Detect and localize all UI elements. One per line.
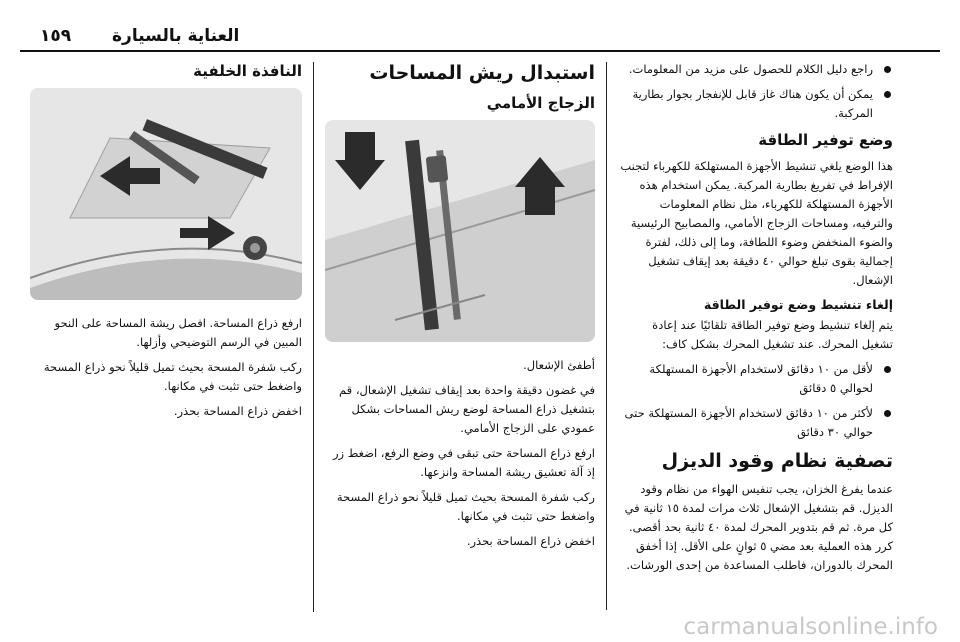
cancel-power-save-heading: إلغاء تنشيط وضع توفير الطاقة — [703, 297, 893, 312]
page-header — [0, 0, 960, 52]
power-save-paragraph: هذا الوضع يلغي تنشيط الأجهزة المستهلكة للكهرباء لتجنب الإفراط في تفريغ بطارية المركبة. يمكن استخدام هذه الأجهزة المستهلكة للكهرباء، مثل نظام المعلومات والترفيه، ومساحات الزجاج الأمامي، والمصابيح الرئيسية والضوء المنخفض وضوء اللطافة، وما إلى ذلك، لفترة إجمالية بقوى تبلغ حوالي ٤٠ دقيقة بعد إيقاف تشغيل الإشعال. — [620, 159, 893, 287]
top-bullet-list — [618, 60, 893, 123]
wiper-replacement-heading: استبدال ريش المساحات — [369, 62, 595, 84]
list-item: لأقل من ١٠ دقائق لاستخدام الأجهزة المستهلكة لحوالي ٥ دقائق — [618, 360, 893, 398]
bullet-icon — [884, 66, 891, 73]
step-1: أطفئ الإشعال. — [523, 358, 595, 372]
cancel-bullet-list — [618, 360, 893, 442]
rear-wiper-svg — [30, 88, 302, 300]
bullet-icon — [884, 410, 891, 417]
diesel-paragraph: عندما يفرغ الخزان، يجب تنفيس الهواء من نظام وقود الديزل. قم بتشغيل الإشعال ثلاث مرات لمدة ١٥ ثانية في كل مرة. ثم قم بتدوير المحرك لمدة ٤٠ ثانية بحد أقصى. كرر هذه العملية بعد مضي ٥ ثوانٍ على الأقل. إذا أخفق المحرك بالدوران، فاطلب المساعدة من إحدى الورشات. — [624, 482, 893, 572]
column-divider-left — [313, 62, 314, 612]
rear-step-2: ركب شفرة المسحة بحيث تميل قليلاً نحو ذراع المسحة واضغط حتى تثبت في مكانها. — [43, 360, 302, 393]
windscreen-wiper-illustration — [325, 120, 595, 342]
section-title: العناية بالسيارة — [112, 26, 240, 46]
step-4: ركب شفرة المسحة بحيث تميل قليلاً نحو ذراع المسحة واضغط حتى تثبت في مكانها. — [336, 490, 595, 523]
rear-step-3: اخفض ذراع المساحة بحذر. — [173, 404, 302, 418]
cancel-power-save-paragraph: يتم إلغاء تنشيط وضع توفير الطاقة تلقائيًا عند إعادة تشغيل المحرك. عند تشغيل المحرك بشكل كاف: — [652, 318, 893, 351]
power-save-heading: وضع توفير الطاقة — [758, 131, 893, 149]
step-3: ارفع ذراع المساحة حتى تبقى في وضع الرفع، اضغط زر إذ آلة تعشيق ريشة المساحة وانزعها. — [332, 446, 595, 479]
left-column — [30, 60, 302, 427]
list-item: لأكثر من ١٠ دقائق لاستخدام الأجهزة المستهلكة حتى حوالي ٣٠ دقائق — [618, 404, 893, 442]
step-2: في غضون دقيقة واحدة بعد إيقاف تشغيل الإشعال، قم بتشغيل ذراع المساحة لوضع ريش المساحات بشكل عمودي على الزجاج الأمامي. — [339, 383, 595, 435]
rear-window-heading: النافذة الخلفية — [193, 62, 302, 80]
middle-column — [325, 60, 595, 557]
watermark: carmanualsonline.info — [683, 614, 938, 640]
rear-step-1: ارفع ذراع المساحة. افصل ريشة المساحة على النحو المبين في الرسم التوضيحي وأزلها. — [54, 316, 302, 349]
list-item: راجع دليل الكلام للحصول على مزيد من المعلومات. — [618, 60, 893, 79]
bullet-icon — [884, 91, 891, 98]
diesel-heading: تصفية نظام وقود الديزل — [661, 450, 893, 472]
windscreen-subheading: الزجاج الأمامي — [486, 94, 595, 112]
column-divider-right — [606, 62, 607, 610]
step-5: اخفض ذراع المساحة بحذر. — [466, 534, 595, 548]
page-number: ١٥٩ — [40, 26, 72, 46]
header-rule — [20, 50, 940, 52]
right-column — [618, 60, 893, 581]
list-item: يمكن أن يكون هناك غاز قابل للإنفجار بجوار بطارية المركبة. — [618, 85, 893, 123]
windscreen-wiper-svg — [325, 120, 595, 342]
rear-wiper-illustration — [30, 88, 302, 300]
bullet-icon — [884, 366, 891, 373]
